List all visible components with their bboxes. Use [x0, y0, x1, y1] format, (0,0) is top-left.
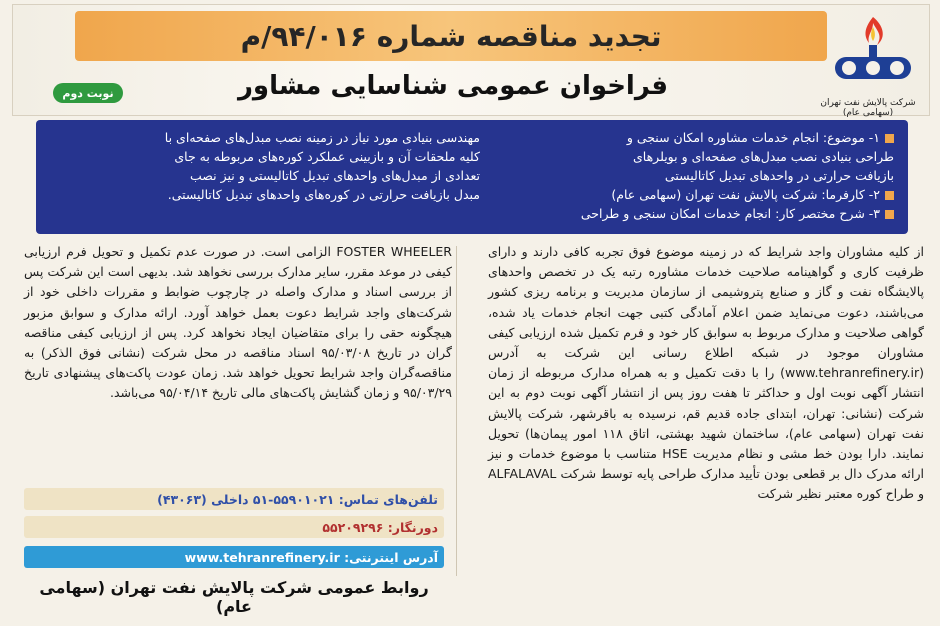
bullet-icon: [885, 210, 894, 219]
fax-number: دورنگار: ۵۵۲۰۹۲۹۶: [24, 516, 444, 538]
phone-numbers: تلفن‌های تماس: ۵۵۹۰۱۰۲۱-۵۱ داخلی (۴۳۰۶۳): [24, 488, 444, 510]
subject-line: ۳- شرح مختصر کار: انجام خدمات امکان سنجی و طراحی: [474, 204, 894, 223]
subject-right: [474, 128, 894, 223]
round-badge: نوبت دوم: [53, 83, 123, 103]
body-left-column: FOSTER WHEELER الزامی است. در صورت عدم تکمیل و تحویل فرم ارزیابی کیفی در موعد مقرر، سایر مدارک بررسی نخواهد شد. بدیهی است این شرکت پس از بررسی اسناد و مدارک واصله در چارچوب ضوابط و مقررات داخلی خود از شرکت‌های واجد شرایط دعوت بعمل خواهد آورد. ارائه مدارک و سوابق مزبور هیچگونه حقی را برای متقاضیان ایجاد نخواهد کرد. پس از ارزیابی کیفی مناقصه گران در تاریخ ۹۵/۰۳/۰۸ اسناد مناقصه در محل شرکت (نشانی فوق الذکر) به مناقصه‌گران واجد شرایط تحویل خواهد شد. زمان عودت پاکت‌های پیشنهادی تاریخ ۹۵/۰۳/۲۹ و زمان گشایش پاکت‌های مالی تاریخ ۹۵/۰۴/۱۴ می‌باشد.: [24, 244, 452, 401]
public-relations-footer: روابط عمومی شرکت پالایش نفت تهران (سهامی عام): [39, 578, 429, 616]
subject-box: [36, 120, 908, 234]
column-divider: [456, 246, 457, 576]
ad-title: تجدید مناقصه شماره ۹۴/۰۱۶/م: [240, 19, 662, 53]
subject-line: ۲- کارفرما: شرکت پالایش نفت تهران (سهامی عام): [474, 185, 894, 204]
body-right-column: از کلیه مشاوران واجد شرایط که در زمینه موضوع فوق تجربه کافی دارند و دارای ظرفیت کاری و گواهینامه صلاحیت خدمات مشاوره رتبه یک در تخصص واحدهای پالایشگاه نفت و گاز و صنایع پتروشیمی از سازمان مدیریت و برنامه ریزی کشور می‌باشند، دعوت می‌نماید ضمن اعلام آمادگی کتبی جهت انجام خدمات یاد شده، گواهی صلاحیت و مدارک مربوط به سوابق کار خود و فرم تکمیل شده ارزیابی کیفی مشاوران موجود در شبکه اطلاع رسانی این شرکت به آدرس (www.tehranrefinery.ir) را با دقت تکمیل و به همراه مدارک مربوطه از زمان انتشار آگهی نوبت اول و حداکثر تا هفت روز پس از انتشار آگهی نوبت دوم به این شرکت (نشانی: تهران، ابتدای جاده قدیم قم، نرسیده به باقرشهر، شرکت پالایش نفت تهران (سهامی عام)، ساختمان شهید بهشتی، اتاق ۱۱۸ امور پیمان‌ها) تحویل نمایند. دارا بودن خط مشی و نظام مدیریت HSE متناسب با موضوع خدمات و نیز ارائه مدرک دال بر قطعی بودن تأیید مدارک طراحی پایه توسط شرکت ALFALAVAL و طراح کوره معتبر نظیر شرکت: [488, 244, 924, 502]
subject-line: تعدادی از مبدل‌های واحدهای تبدیل کاتالیستی و نیز نصب: [190, 168, 480, 183]
ad-header: [12, 4, 930, 116]
subject-line: بازیافت حرارتی در واحدهای تبدیل کاتالیستی: [664, 168, 894, 183]
subject-line: مبدل بازیافت حرارتی در کوره‌های واحدهای تبدیل کاتالیستی.: [167, 187, 480, 202]
company-name-small: شرکت پالایش نفت تهران (سهامی عام): [820, 98, 916, 118]
subject-line: ۱- موضوع: انجام خدمات مشاوره امکان سنجی و: [474, 128, 894, 147]
bullet-icon: [885, 134, 894, 143]
ad-subtitle: فراخوان عمومی شناسایی مشاور: [237, 71, 669, 101]
subject-line: طراحی بنیادی نصب مبدل‌های صفحه‌ای و بویلرهای: [632, 149, 894, 164]
title-bar: [75, 11, 827, 61]
website-link[interactable]: آدرس اینترنتی: www.tehranrefinery.ir: [24, 546, 444, 568]
nioc-logo-icon: [827, 13, 919, 97]
bullet-icon: [885, 191, 894, 200]
subject-line: مهندسی بنیادی مورد نیاز در زمینه نصب مبدل‌های صفحه‌ای با: [164, 130, 480, 145]
subject-left: [50, 128, 480, 204]
subject-line: کلیه ملحقات آن و بازبینی عملکرد کوره‌های مربوطه به جای: [174, 149, 480, 164]
